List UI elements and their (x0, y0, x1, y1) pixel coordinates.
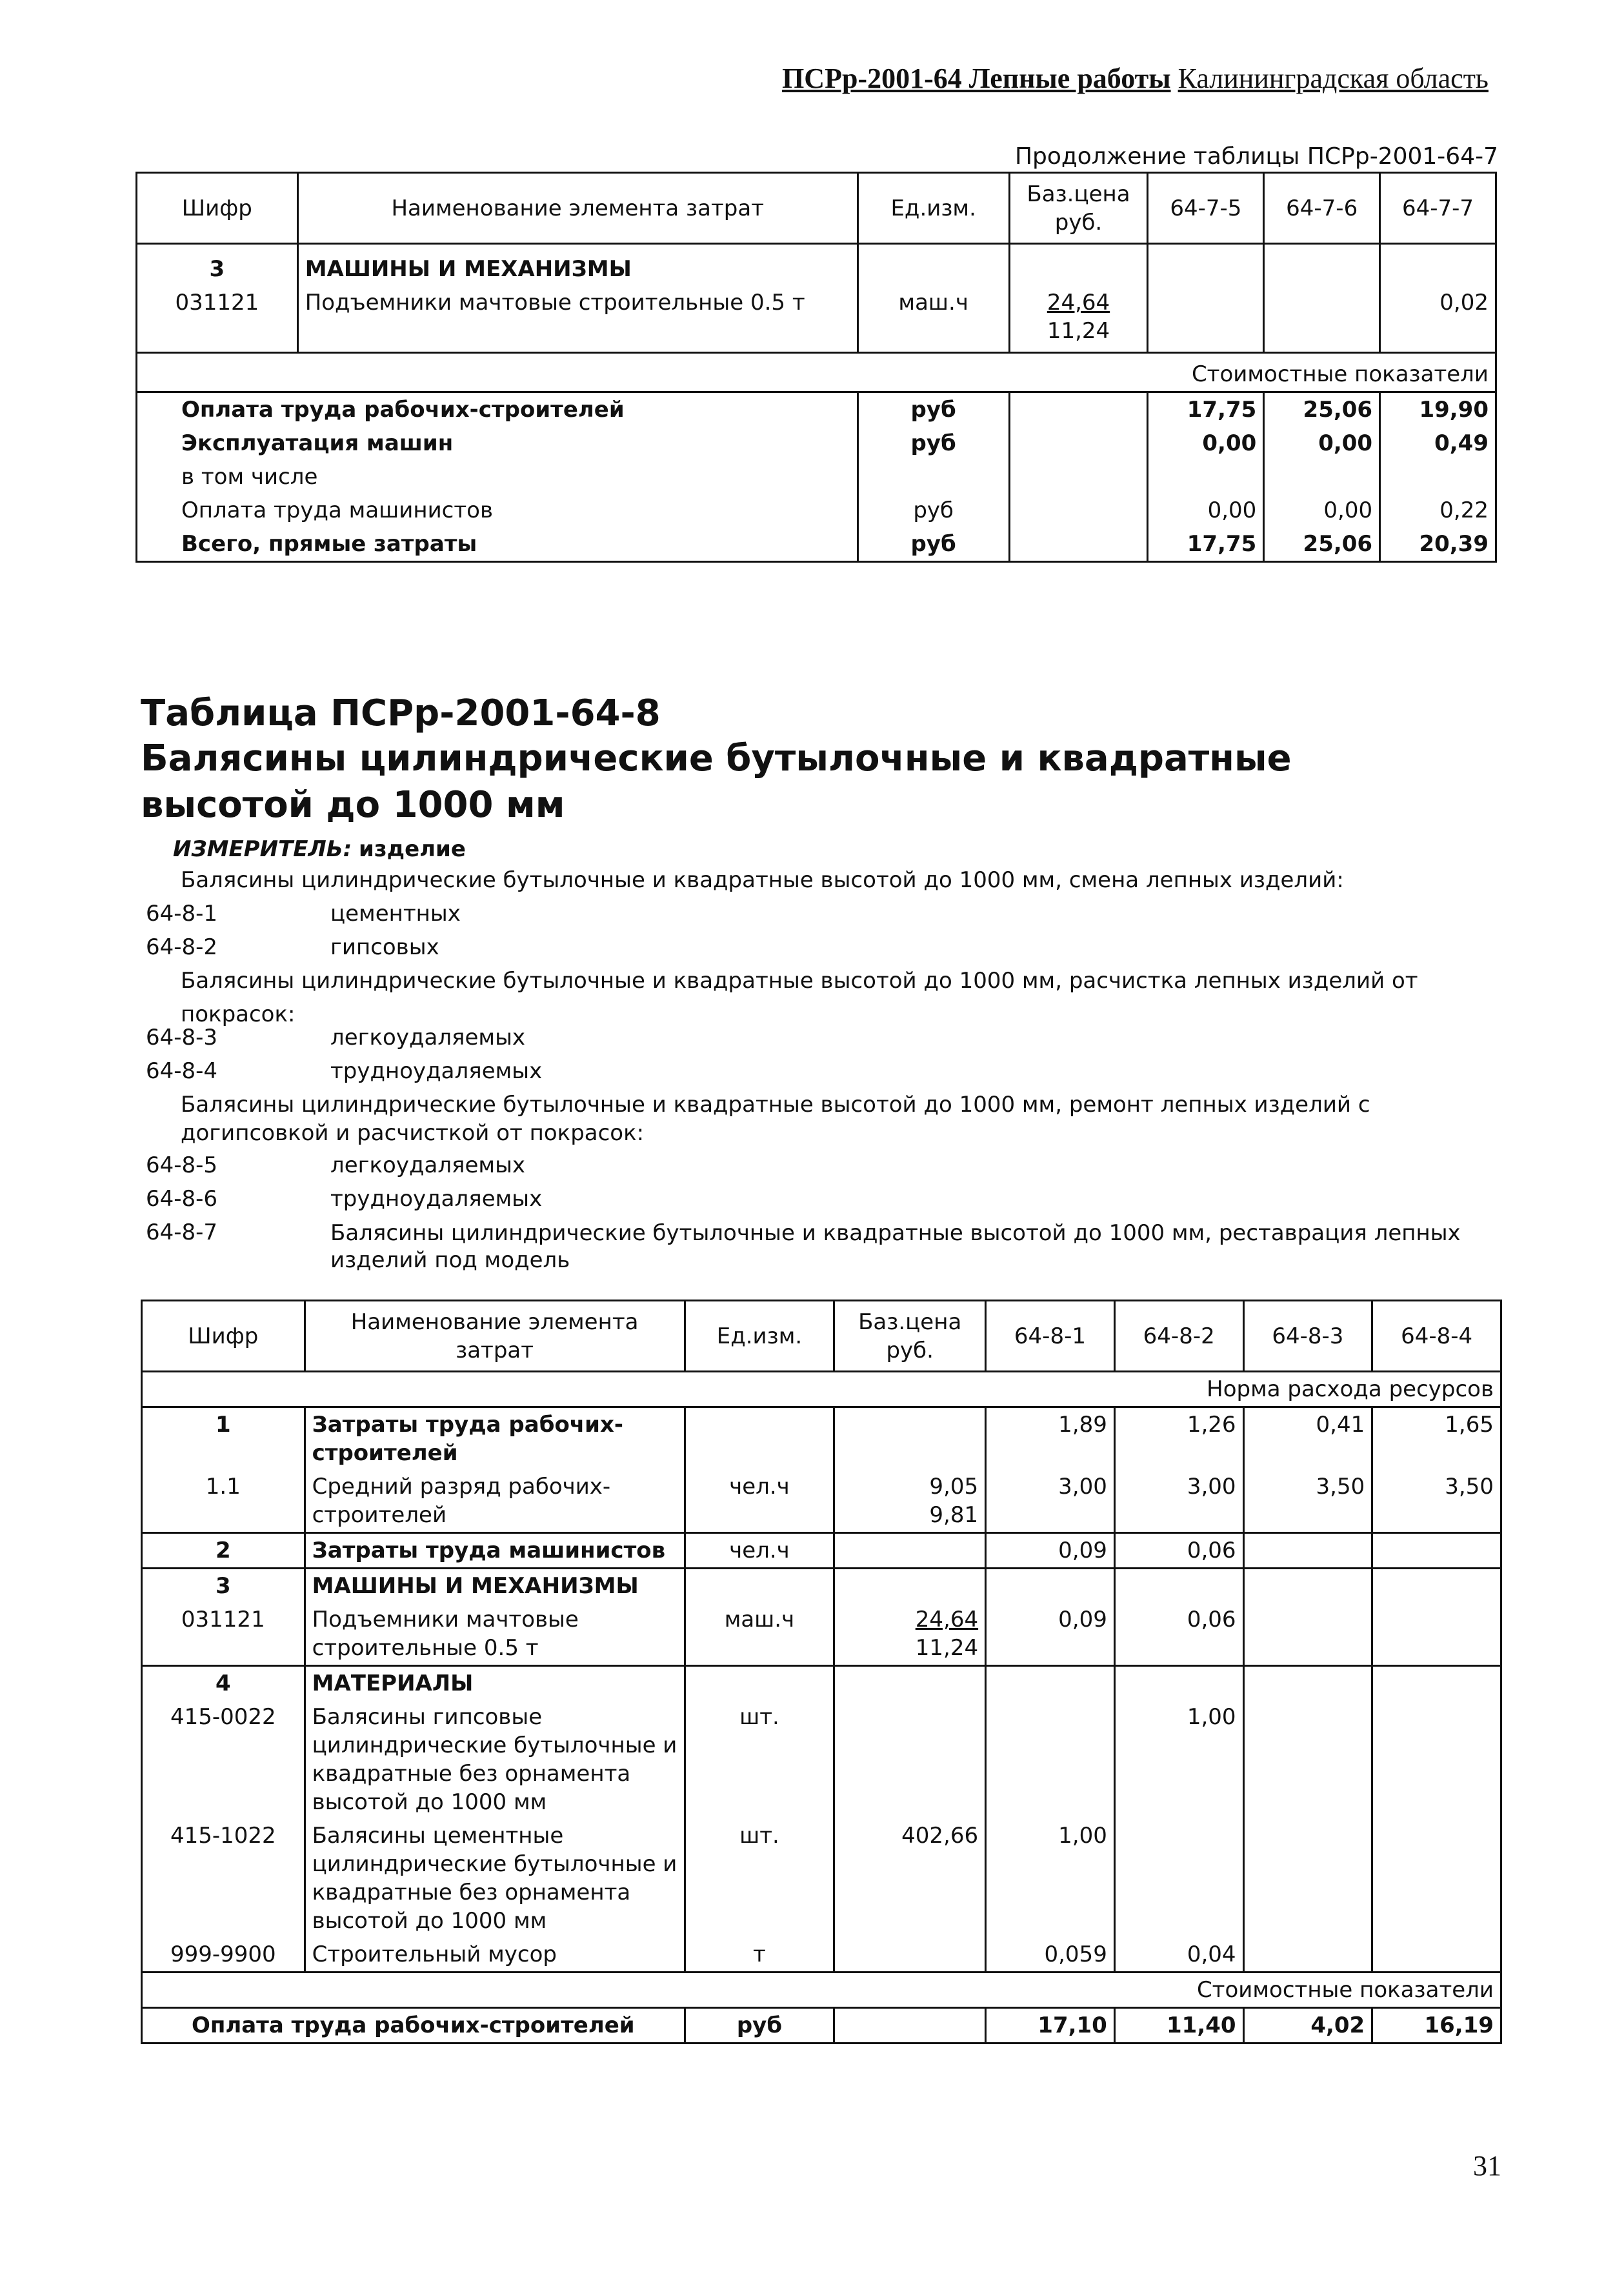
cost-v2: 0,00 (1264, 427, 1380, 460)
row-v4: 3,50 (1372, 1470, 1501, 1533)
row-code: 1.1 (142, 1470, 305, 1533)
cost-v4: 16,19 (1372, 2008, 1501, 2043)
row-price: 402,66 (834, 1819, 986, 1938)
row-price (834, 1407, 986, 1471)
table2-norm-label-row (142, 1372, 1501, 1407)
table-row (137, 392, 1496, 427)
table2 (141, 1300, 1502, 2044)
row-unit (685, 1407, 834, 1471)
row-unit (685, 1666, 834, 1701)
row-price (834, 1603, 986, 1666)
table1-continuation: Продолжение таблицы ПСРр-2001-64-7 (1014, 143, 1498, 170)
table-row (137, 427, 1496, 460)
th-col4: 64-8-4 (1372, 1301, 1501, 1372)
table-row (142, 1603, 1501, 1666)
row-unit: шт. (685, 1700, 834, 1819)
row-unit (685, 1569, 834, 1603)
row-v1: 1,00 (986, 1819, 1115, 1938)
row-v1 (986, 1666, 1115, 1701)
row-name: Строительный мусор (305, 1938, 685, 1973)
cost-name: Оплата труда рабочих-строителей (142, 2008, 685, 2043)
row-price (834, 1470, 986, 1533)
row-name: Подъемники мачтовые строительные 0.5 т (297, 286, 857, 353)
item-code: 64-8-1 (146, 901, 218, 927)
th-unit: Ед.изм. (685, 1301, 834, 1372)
row-name: МАШИНЫ И МЕХАНИЗМЫ (297, 244, 857, 286)
table-row (142, 1407, 1501, 1471)
row-code: 999-9900 (142, 1938, 305, 1973)
row-v3 (1243, 1533, 1372, 1569)
row-unit: маш.ч (685, 1603, 834, 1666)
item-code: 64-8-2 (146, 934, 218, 960)
table-row (137, 527, 1496, 562)
row-v3 (1243, 1666, 1372, 1701)
row-v4 (1372, 1533, 1501, 1569)
price-value: 9,81 (929, 1502, 979, 1528)
cost-v3: 20,39 (1380, 527, 1496, 562)
item-code: 64-8-5 (146, 1152, 218, 1178)
item-text: цементных (330, 901, 461, 927)
price-value: 11,24 (1047, 318, 1110, 344)
table-row (137, 286, 1496, 353)
row-code: 2 (142, 1533, 305, 1569)
cost-v3: 0,49 (1380, 427, 1496, 460)
measure-value: изделие (359, 836, 466, 862)
item-code: 64-8-3 (146, 1025, 218, 1050)
section-subtitle: Балясины цилиндрические бутылочные и квадратные высотой до 1000 мм (141, 738, 1292, 826)
header-region: Калининградская область (1178, 63, 1489, 94)
cost-v1: 0,00 (1148, 427, 1264, 460)
th-col1: 64-8-1 (986, 1301, 1115, 1372)
cost-unit: руб (685, 2008, 834, 2043)
row-v3: 0,02 (1380, 286, 1496, 353)
row-v2: 1,26 (1114, 1407, 1243, 1471)
cost-v1: 0,00 (1148, 494, 1264, 527)
row-v1: 1,89 (986, 1407, 1115, 1471)
cost-name: в том числе (137, 460, 858, 494)
cost-unit: руб (857, 427, 1009, 460)
table-row (142, 1938, 1501, 1973)
th-price: Баз.цена руб. (1009, 173, 1148, 244)
row-name: Средний разряд рабочих-строителей (305, 1470, 685, 1533)
row-v1: 0,09 (986, 1603, 1115, 1666)
row-name: Подъемники мачтовые строительные 0.5 т (305, 1603, 685, 1666)
row-v4: 1,65 (1372, 1407, 1501, 1471)
norm-label: Норма расхода ресурсов (142, 1372, 1501, 1407)
cost-v1: 17,10 (986, 2008, 1115, 2043)
row-code: 415-1022 (142, 1819, 305, 1938)
item-text: трудноудаляемых (330, 1058, 543, 1084)
row-v4 (1372, 1700, 1501, 1819)
row-v2: 0,06 (1114, 1533, 1243, 1569)
desc-2: Балясины цилиндрические бутылочные и квадратные высотой до 1000 мм, расчистка лепных изделий от покрасок: (181, 968, 1418, 1027)
row-v4 (1372, 1819, 1501, 1938)
row-v1: 0,09 (986, 1533, 1115, 1569)
cost-v3: 4,02 (1243, 2008, 1372, 2043)
cost-v2: 0,00 (1264, 494, 1380, 527)
row-code: 031121 (137, 286, 298, 353)
th-col2: 64-8-2 (1114, 1301, 1243, 1372)
row-v2: 0,06 (1114, 1603, 1243, 1666)
row-name: Балясины цементные цилиндрические бутылочные и квадратные без орнамента высотой до 1000 мм (305, 1819, 685, 1938)
table2-costs-label-row (142, 1973, 1501, 2008)
row-code: 4 (142, 1666, 305, 1701)
row-unit: чел.ч (685, 1470, 834, 1533)
row-v4 (1372, 1666, 1501, 1701)
item-code: 64-8-7 (146, 1220, 218, 1245)
desc-3: Балясины цилиндрические бутылочные и квадратные высотой до 1000 мм, ремонт лепных изделий с догипсовкой и расчисткой от покрасок: (181, 1092, 1370, 1146)
item-code: 64-8-6 (146, 1186, 218, 1212)
table-row (142, 1819, 1501, 1938)
cost-unit: руб (857, 494, 1009, 527)
row-code: 3 (137, 244, 298, 286)
row-price (834, 1938, 986, 1973)
row-price (1009, 286, 1148, 353)
th-col3: 64-8-3 (1243, 1301, 1372, 1372)
row-price (834, 1700, 986, 1819)
row-v4 (1372, 1569, 1501, 1603)
item-text: трудноудаляемых (330, 1186, 543, 1212)
item-text: легкоудаляемых (330, 1025, 526, 1050)
header-code: ПСРр-2001-64 Лепные работы (782, 63, 1171, 94)
table-row (137, 244, 1496, 286)
price-value: 9,05 (929, 1474, 979, 1500)
page-header (782, 62, 1489, 95)
row-price (834, 1533, 986, 1569)
row-v4 (1372, 1603, 1501, 1666)
table-row (142, 1666, 1501, 1701)
row-v3 (1243, 1603, 1372, 1666)
th-price: Баз.цена руб. (834, 1301, 986, 1372)
row-v1 (986, 1569, 1115, 1603)
row-v2: 1,00 (1114, 1700, 1243, 1819)
cost-name: Оплата труда рабочих-строителей (137, 392, 858, 427)
row-v1: 3,00 (986, 1470, 1115, 1533)
table1-costs-label-row (137, 353, 1496, 392)
cost-unit: руб (857, 392, 1009, 427)
table-row (142, 1470, 1501, 1533)
th-col2: 64-7-6 (1264, 173, 1380, 244)
cost-v3: 19,90 (1380, 392, 1496, 427)
cost-name: Эксплуатация машин (137, 427, 858, 460)
table2-body (142, 1407, 1501, 1973)
row-v4 (1372, 1938, 1501, 1973)
table-row (142, 1700, 1501, 1819)
table2-header-row (142, 1301, 1501, 1372)
row-price (834, 1569, 986, 1603)
row-v2: 3,00 (1114, 1470, 1243, 1533)
row-v1: 0,059 (986, 1938, 1115, 1973)
th-name: Наименование элемента затрат (297, 173, 857, 244)
cost-v2: 11,40 (1114, 2008, 1243, 2043)
row-name: Балясины гипсовые цилиндрические бутылочные и квадратные без орнамента высотой до 1000 мм (305, 1700, 685, 1819)
table-row (142, 1569, 1501, 1603)
row-v3: 0,41 (1243, 1407, 1372, 1471)
cost-v1: 17,75 (1148, 527, 1264, 562)
cost-v1: 17,75 (1148, 392, 1264, 427)
row-unit: шт. (685, 1819, 834, 1938)
costs-label: Стоимостные показатели (137, 353, 1496, 392)
row-name: МАТЕРИАЛЫ (305, 1666, 685, 1701)
price-value: 24,64 (1047, 290, 1110, 316)
row-name: Затраты труда машинистов (305, 1533, 685, 1569)
item-text: легкоудаляемых (330, 1152, 526, 1178)
row-v2 (1114, 1666, 1243, 1701)
table1-header-row (137, 173, 1496, 244)
row-v3 (1243, 1938, 1372, 1973)
item-code: 64-8-4 (146, 1058, 218, 1084)
th-unit: Ед.изм. (857, 173, 1009, 244)
row-code: 415-0022 (142, 1700, 305, 1819)
table-row (142, 1533, 1501, 1569)
th-col1: 64-7-5 (1148, 173, 1264, 244)
row-v3 (1243, 1819, 1372, 1938)
row-unit: чел.ч (685, 1533, 834, 1569)
row-v1 (986, 1700, 1115, 1819)
price-value: 24,64 (915, 1607, 979, 1632)
row-unit: т (685, 1938, 834, 1973)
desc-1: Балясины цилиндрические бутылочные и квадратные высотой до 1000 мм, смена лепных изделий: (181, 867, 1344, 893)
measure-label: ИЗМЕРИТЕЛЬ: (173, 836, 352, 862)
section-title: Таблица ПСРр-2001-64-8 (141, 692, 661, 734)
row-name: Затраты труда рабочих-строителей (305, 1407, 685, 1471)
row-name: МАШИНЫ И МЕХАНИЗМЫ (305, 1569, 685, 1603)
item-text: гипсовых (330, 934, 439, 960)
table-row (137, 494, 1496, 527)
th-col3: 64-7-7 (1380, 173, 1496, 244)
row-code: 031121 (142, 1603, 305, 1666)
row-v2 (1114, 1569, 1243, 1603)
th-name: Наименование элемента затрат (305, 1301, 685, 1372)
cost-unit: руб (857, 527, 1009, 562)
item-text: Балясины цилиндрические бутылочные и квадратные высотой до 1000 мм, реставрация лепных изделий под модель (330, 1220, 1461, 1273)
measure-line (173, 832, 466, 866)
th-code: Шифр (137, 173, 298, 244)
price-value: 11,24 (915, 1635, 979, 1661)
cost-v3: 0,22 (1380, 494, 1496, 527)
cost-name: Оплата труда машинистов (137, 494, 858, 527)
th-code: Шифр (142, 1301, 305, 1372)
row-v3 (1243, 1700, 1372, 1819)
table1 (135, 172, 1497, 563)
row-v2 (1114, 1819, 1243, 1938)
cost-v2: 25,06 (1264, 392, 1380, 427)
costs-label: Стоимостные показатели (142, 1973, 1501, 2008)
row-price (834, 1666, 986, 1701)
row-v2: 0,04 (1114, 1938, 1243, 1973)
table-row (142, 2008, 1501, 2043)
row-code: 1 (142, 1407, 305, 1471)
row-code: 3 (142, 1569, 305, 1603)
table-row (137, 460, 1496, 494)
row-v3: 3,50 (1243, 1470, 1372, 1533)
row-v3 (1243, 1569, 1372, 1603)
cost-name: Всего, прямые затраты (137, 527, 858, 562)
page-number: 31 (1473, 2150, 1501, 2182)
cost-v2: 25,06 (1264, 527, 1380, 562)
row-unit: маш.ч (857, 286, 1009, 353)
